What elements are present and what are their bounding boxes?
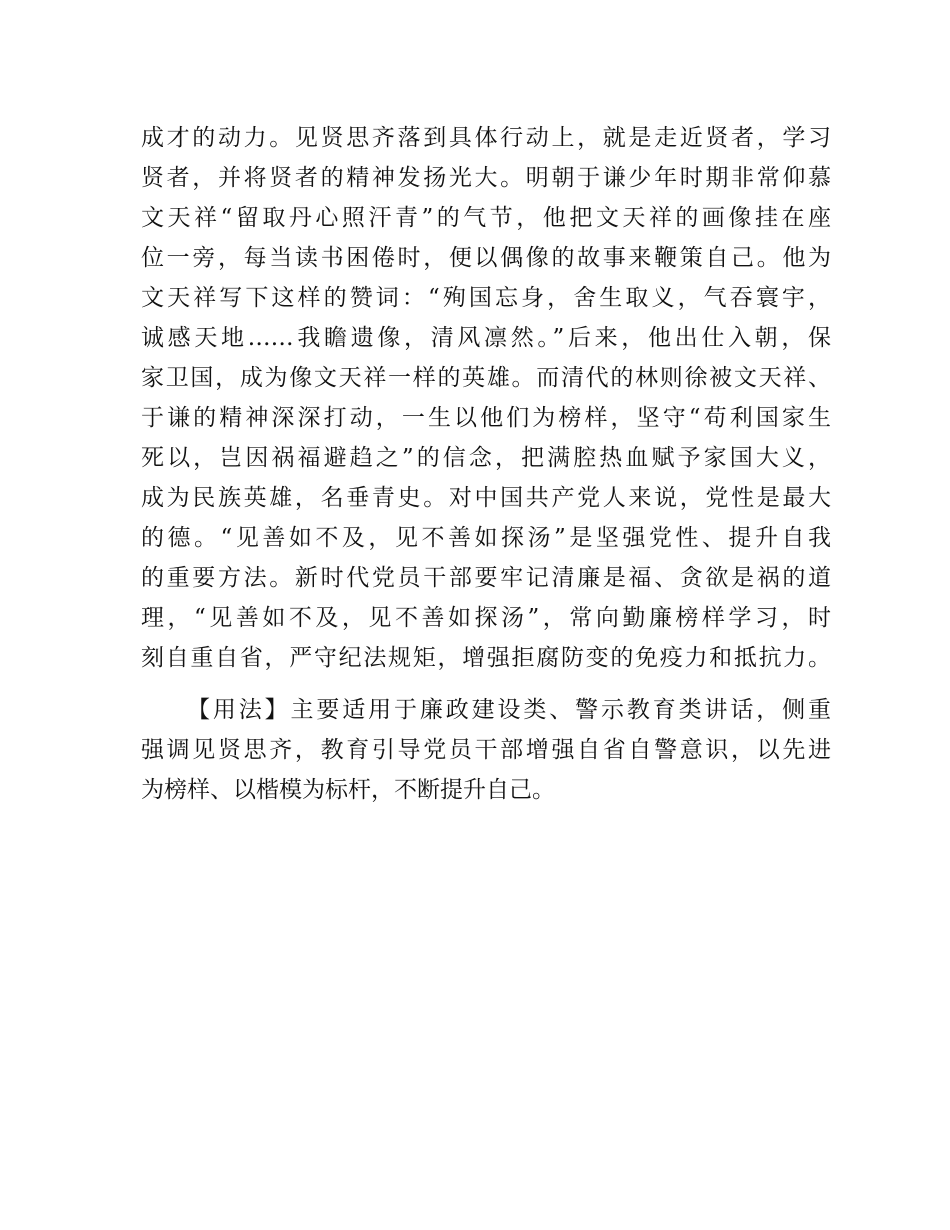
text-line: 于谦的精神深深打动，一生以他们为榜样，坚守“苟利国家生 (141, 405, 831, 431)
text-line: 家卫国，成为像文天祥一样的英雄。而清代的林则徐被文天祥、 (141, 365, 831, 391)
text-line: 的德。“见善如不及，见不善如探汤”是坚强党性、提升自我 (141, 525, 831, 551)
text-line: 诚感天地……我瞻遗像，清风凛然。”后来，他出仕入朝，保 (141, 325, 831, 351)
text-line: 成才的动力。见贤思齐落到具体行动上，就是走近贤者，学习 (141, 125, 831, 151)
text-line: 死以，岂因祸福避趋之”的信念，把满腔热血赋予家国大义， (141, 445, 831, 471)
paragraph-main (141, 118, 831, 678)
usage-line: 为榜样、以楷模为标杆，不断提升自己。 (141, 777, 555, 803)
text-line: 刻自重自省，严守纪法规矩，增强拒腐防变的免疫力和抵抗力。 (141, 645, 831, 671)
paragraph-usage (141, 690, 831, 810)
text-line: 理，“见善如不及，见不善如探汤”，常向勤廉榜样学习，时 (141, 605, 831, 631)
text-line: 贤者，并将贤者的精神发扬光大。明朝于谦少年时期非常仰慕 (141, 165, 831, 191)
text-line: 位一旁，每当读书困倦时，便以偶像的故事来鞭策自己。他为 (141, 245, 831, 271)
text-line: 文天祥“留取丹心照汗青”的气节，他把文天祥的画像挂在座 (141, 205, 831, 231)
document-body (141, 118, 831, 810)
usage-line: 【用法】主要适用于廉政建设类、警示教育类讲话，侧重 (187, 697, 831, 723)
text-line: 成为民族英雄，名垂青史。对中国共产党人来说，党性是最大 (141, 485, 831, 511)
text-line: 的重要方法。新时代党员干部要牢记清廉是福、贪欲是祸的道 (141, 565, 831, 591)
usage-line: 强调见贤思齐，教育引导党员干部增强自省自警意识，以先进 (141, 737, 831, 763)
text-line: 文天祥写下这样的赞词：“殉国忘身，舍生取义，气吞寰宇， (141, 285, 831, 311)
